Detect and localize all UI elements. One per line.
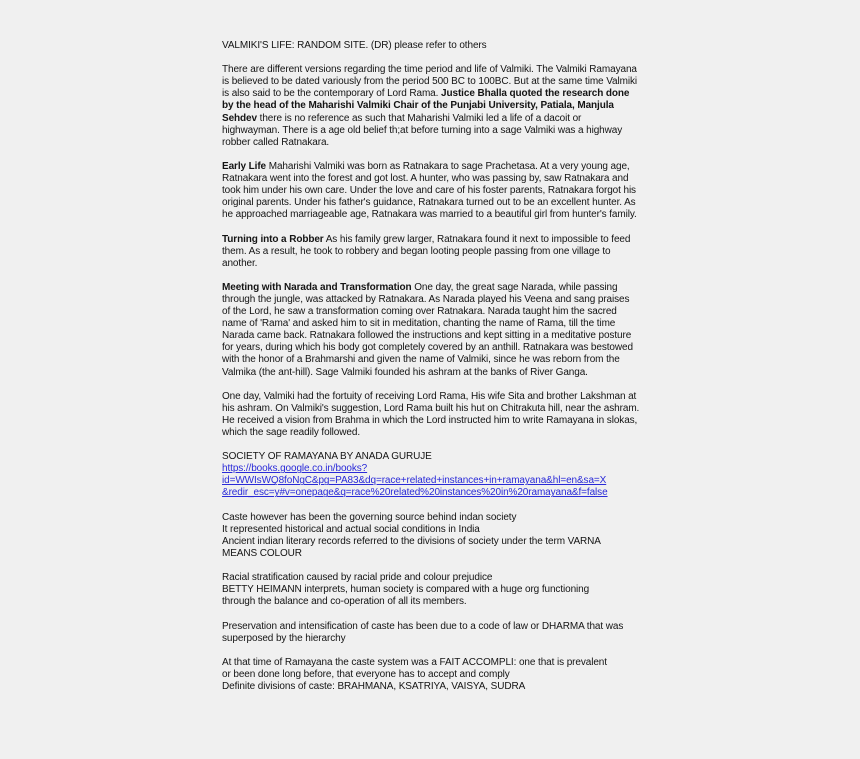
- google-books-link[interactable]: [222, 463, 640, 499]
- intro-text-before: There are different versions regarding the time period and life of Valmiki. The Valmiki Ramayana is believed to be dated variously from the period 500 BC to 100BC. But at the same time Valmiki is also said to be the contemporary of Lord Rama.: [222, 64, 637, 100]
- preservation-paragraph: Preservation and intensification of caste has been due to a code of law or DHARMA that was superposed by the hierarchy: [222, 620, 624, 644]
- link-line: id=WWIsWQ8foNgC&pg=PA83&dq=race+related+instances+in+ramayana&hl=en&sa=X: [222, 475, 607, 487]
- narada-text: One day, the great sage Narada, while passing through the jungle, was attacked by Ratnakara. As Narada played his Veena and sang praises of the Lord, he saw a transformation coming over Ratnakara. Narada taught him the sacred name of 'Rama' and asked him to sit in meditation, chanting the name of Rama, till the time Narada came back. Ratnakara followed the instructions and kept sitting in a meditative posture for years, during which his body got completely covered by an anthill. Ratnakara was bestowed with the honor of a Brahmarshi and given the name of Valmiki, since he was reborn from the Valmika (the ant-hill). Sage Valmiki founded his ashram at the banks of River Ganga.: [222, 281, 633, 378]
- society-title: SOCIETY OF RAMAYANA BY ANADA GURUJE: [222, 451, 432, 463]
- caste-line: MEANS COLOUR: [222, 547, 302, 559]
- page-heading: VALMIKI'S LIFE: RANDOM SITE. (DR) please refer to others: [222, 40, 487, 51]
- robber-paragraph: [222, 234, 640, 270]
- racial-block: [222, 572, 640, 608]
- early-life-text: Maharishi Valmiki was born as Ratnakara to sage Prachetasa. At a very young age, Ratnakara went into the forest and got lost. A hunter, who was passing by, saw Ratnakara and took him under his own care. Under the love and care of his foster parents, Ratnakara forgot his original parents. Under his father's guidance, Ratnakara turned out to be an excellent hunter. As he approached marriageable age, Ratnakara was married to a beautiful girl from hunter's family.: [222, 160, 637, 221]
- society-section: [222, 451, 640, 499]
- caste-block: [222, 512, 640, 560]
- caste-line: Ancient indian literary records referred to the divisions of society under the term VARNA: [222, 535, 601, 547]
- accompli-line: Definite divisions of caste: BRAHMANA, KSATRIYA, VAISYA, SUDRA: [222, 680, 526, 692]
- robber-title: Turning into a Robber: [222, 233, 324, 245]
- early-life-title: Early Life: [222, 160, 267, 172]
- racial-line: through the balance and co-operation of all its members.: [222, 596, 467, 608]
- accompli-line: or been done long before, that everyone has to accept and comply: [222, 668, 510, 680]
- lord-rama-paragraph: One day, Valmiki had the fortuity of receiving Lord Rama, His wife Sita and brother Lakshman at his ashram. On Valmiki's suggestion, Lord Rama built his hut on Chitrakuta hill, near the ashram. He received a vision from Brahma in which the Lord instructed him to write Ramayana in slokas, which the sage readily followed.: [222, 390, 640, 438]
- racial-line: BETTY HEIMANN interprets, human society is compared with a huge org functioning: [222, 584, 590, 596]
- narada-paragraph: [222, 282, 640, 379]
- accompli-line: At that time of Ramayana the caste system was a FAIT ACCOMPLI: one that is prevalent: [222, 656, 607, 668]
- intro-paragraph: [222, 64, 640, 149]
- link-line: &redir_esc=y#v=onepage&q=race%20related%20instances%20in%20ramayana&f=false: [222, 487, 608, 499]
- intro-text-after: there is no reference as such that Maharishi Valmiki led a life of a dacoit or highwayman. There is a age old belief th;at before turning into a sage Valmiki was a highway robber called Ratnakara.: [222, 112, 623, 148]
- racial-line: Racial stratification caused by racial pride and colour prejudice: [222, 572, 493, 584]
- caste-line: Caste however has been the governing source behind indan society: [222, 511, 517, 523]
- narada-title: Meeting with Narada and Transformation: [222, 281, 412, 293]
- accompli-block: [222, 657, 640, 693]
- link-line: https://books.google.co.in/books?: [222, 463, 368, 475]
- document-body: [222, 40, 640, 693]
- caste-line: It represented historical and actual social conditions in India: [222, 523, 480, 535]
- robber-text: As his family grew larger, Ratnakara found it next to impossible to feed them. As a result, he took to robbery and began looting people passing from one village to another.: [222, 233, 631, 269]
- intro-bold-quote: Justice Bhalla quoted the research done by the head of the Maharishi Valmiki Chair of the Punjabi University, Patiala, Manjula Sehdev: [222, 88, 630, 124]
- early-life-paragraph: [222, 161, 640, 221]
